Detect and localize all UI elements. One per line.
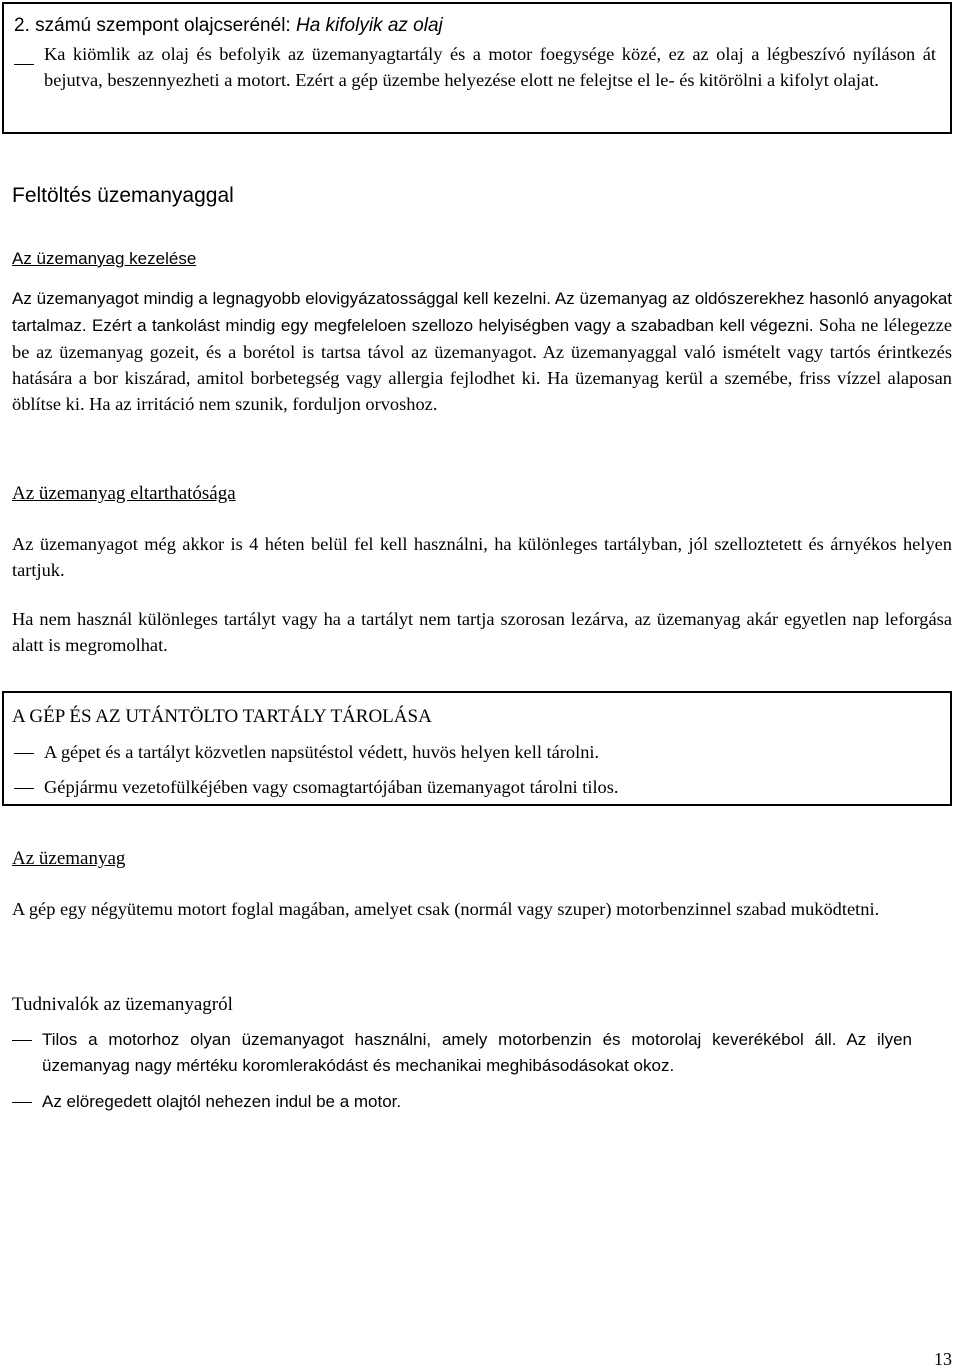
notice-title-prefix: 2. számú szempont olajcserénél: <box>14 15 296 36</box>
list-dash <box>14 753 34 754</box>
list-dash <box>14 788 34 789</box>
oil-spill-notice-text: Ka kiömlik az olaj és befolyik az üzemanyagtartály és a motor foegysége közé, ez az olaj a légbeszívó nyíláson át bejutva, beszennyezheti a motort. Ezért a gép üzembe helyezése elott ne felejtse el le- és kitörölni a kifolyt olajat. <box>44 44 936 90</box>
heading-fuel-notes: Tudnivalók az üzemanyagról <box>12 994 233 1015</box>
shelf-life-paragraph-1: Az üzemanyagot még akkor is 4 héten belül fel kell használni, ha különleges tartályban, jól szelloztetett és árnyékos helyen tartjuk. <box>12 534 952 580</box>
fuel-note-2: Az elöregedett olajtól nehezen indul be a motor. <box>42 1092 402 1111</box>
oil-spill-notice-box <box>2 2 952 134</box>
list-dash <box>12 1102 32 1103</box>
shelf-life-paragraph-2: Ha nem használ különleges tartályt vagy ha a tartályt nem tartja szorosan lezárva, az üzemanyag akár egyetlen nap leforgása alatt is megromolhat. <box>12 609 952 655</box>
storage-item-1: A gépet és a tartályt közvetlen napsütéstol védett, huvös helyen kell tárolni. <box>44 742 600 762</box>
storage-box-title: A GÉP ÉS AZ UTÁNTÖLTO TARTÁLY TÁROLÁSA <box>12 706 432 727</box>
fuel-description: A gép egy négyütemu motort foglal magában, amelyet csak (normál vagy szuper) motorbenzinnel szabad muködtetni. <box>12 899 880 919</box>
notice-title-italic: Ha kifolyik az olaj <box>295 15 443 36</box>
section-title-fuel-filling: Feltöltés üzemanyaggal <box>12 184 234 207</box>
storage-box <box>2 691 952 806</box>
list-dash <box>14 64 34 65</box>
storage-item-2: Gépjármu vezetofülkéjében vagy csomagtartójában üzemanyagot tárolni tilos. <box>44 777 619 797</box>
fuel-handling-text-part1: Az üzemanyagot mindig a legnagyobb elovigyázatossággal kell kezelni. Az üzemanyag az oldószerekhez hasonló anyagokat tartalmaz. Ezért a tankolást mindig egy megfeleloen szellozo helyiségben vagy a szabadban kell végezni. <box>12 289 952 335</box>
page-number: 13 <box>934 1349 952 1369</box>
heading-the-fuel: Az üzemanyag <box>12 848 126 869</box>
heading-fuel-shelf-life: Az üzemanyag eltarthatósága <box>12 483 236 504</box>
fuel-note-1: Tilos a motorhoz olyan üzemanyagot használni, amely motorbenzin és motorolaj keverékébol áll. Az ilyen üzemanyag nagy mértéku koromlerakódást és mechanikai meghibásodásokat okoz. <box>42 1030 912 1075</box>
fuel-handling-text <box>12 285 952 417</box>
heading-fuel-handling: Az üzemanyag kezelése <box>12 249 197 268</box>
list-dash <box>12 1040 32 1041</box>
oil-spill-notice-title <box>14 13 443 39</box>
fuel-handling-text-part2: Soha ne lélegezze be az üzemanyag gozeit, és a borétol is tartsa távol az üzemanyagot. Az üzemanyaggal való ismételt vagy tartós érintkezés hatására a bor kiszárad, amitol borbetegség vagy allergia fejlodhet ki. Ha üzemanyag kerül a szemébe, friss vízzel alaposan öblítse ki. Ha az irritáció nem szunik, forduljon orvoshoz. <box>12 315 952 414</box>
